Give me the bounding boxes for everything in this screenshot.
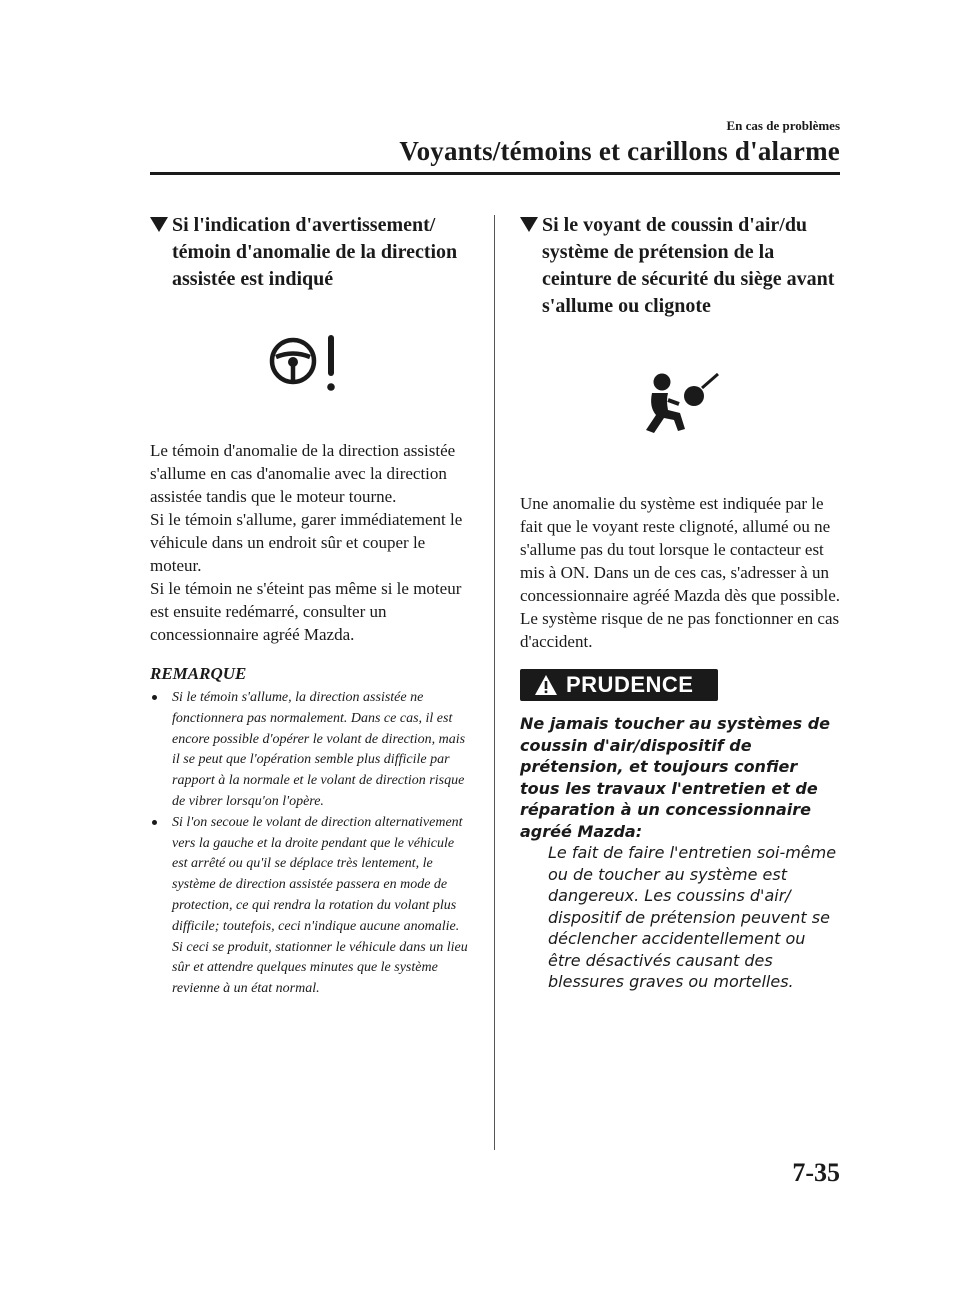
body-text-block	[150, 439, 472, 646]
page-number: 7-35	[792, 1158, 840, 1187]
caution-bold-text: Ne jamais toucher au systèmes de coussin d'air/dispositif de prétension, et toujours confier tous les travaux l'entretien et de réparation à un concessionnaire agréé Mazda:	[520, 714, 831, 841]
airbag-icon-wrap	[520, 370, 842, 436]
caution-label: PRUDENCE	[566, 672, 694, 697]
power-steering-warning-icon	[267, 335, 355, 395]
header-rule	[150, 172, 840, 175]
bullet-icon	[152, 820, 157, 825]
note-title: REMARQUE	[150, 664, 247, 683]
paragraph: Le témoin d'anomalie de la direction assistée s'allume en cas d'anomalie avec la direction assistée tandis que le moteur tourne.	[150, 441, 456, 506]
note-list	[150, 688, 472, 1000]
airbag-warning-icon	[640, 370, 722, 434]
paragraph: Si le témoin ne s'éteint pas même si le moteur est ensuite redémarré, consulter un concessionnaire agréé Mazda.	[150, 579, 462, 644]
left-column	[150, 212, 472, 1000]
section-heading-text: Si l'indication d'avertissement/ témoin d'anomalie de la direction assistée est indiqué	[172, 214, 458, 290]
right-column	[520, 212, 842, 993]
body-text-block	[520, 492, 842, 653]
triangle-marker-icon	[150, 217, 168, 232]
bullet-icon	[152, 695, 157, 700]
column-divider	[494, 215, 495, 1150]
warning-triangle-icon	[534, 674, 558, 696]
note-text: Si l'on secoue le volant de direction alternativement vers la gauche et la droite pendant que le véhicule est arrêté ou qu'il se déplace très lentement, le système de direction assistée passera en mode de protection, ce qui rendra la rotation du volant plus difficile; toutefois, ceci n'indique aucune anomalie. Si ceci se produit, stationner le véhicule dans un lieu sûr et attendre quelques minutes que le système revienne à un état normal.	[172, 814, 468, 997]
paragraph: Une anomalie du système est indiquée par le fait que le voyant reste clignoté, allumé ou ne s'allume pas du tout lorsque le contacteur est mis à ON. Dans un de ces cas, s'adresser à un concessionnaire agréé Mazda dès que possible. Le système risque de ne pas fonctionner en cas d'accident.	[520, 494, 841, 651]
page-title: Voyants/témoins et carillons d'alarme	[399, 136, 840, 166]
paragraph: Si le témoin s'allume, garer immédiatement le véhicule dans un endroit sûr et couper le moteur.	[150, 510, 463, 575]
note-item	[150, 813, 472, 1000]
caution-body-text: Le fait de faire l'entretien soi-même ou de toucher au système est dangereux. Les coussins d'air/ dispositif de prétension peuvent se déclencher accidentellement ou être désactivés causant des blessures graves ou mortelles.	[548, 843, 837, 991]
section-heading-airbag	[520, 212, 842, 320]
triangle-marker-icon	[520, 217, 538, 232]
note-item	[150, 688, 472, 813]
caution-badge	[520, 669, 718, 701]
power-steering-icon-wrap	[150, 335, 472, 397]
note-text: Si le témoin s'allume, la direction assistée ne fonctionnera pas normalement. Dans ce cas, il est encore possible d'opérer le volant de direction, mais il se peut que l'opération semble plus difficile par rapport à la normale et le volant de direction risque de vibrer lorsqu'on l'opère.	[172, 690, 466, 809]
section-heading-power-steering	[150, 212, 472, 293]
section-heading-text: Si le voyant de coussin d'air/du système de prétension de la ceinture de sécurité du siège avant s'allume ou clignote	[542, 214, 835, 317]
header-section-label: En cas de problèmes	[726, 118, 840, 133]
